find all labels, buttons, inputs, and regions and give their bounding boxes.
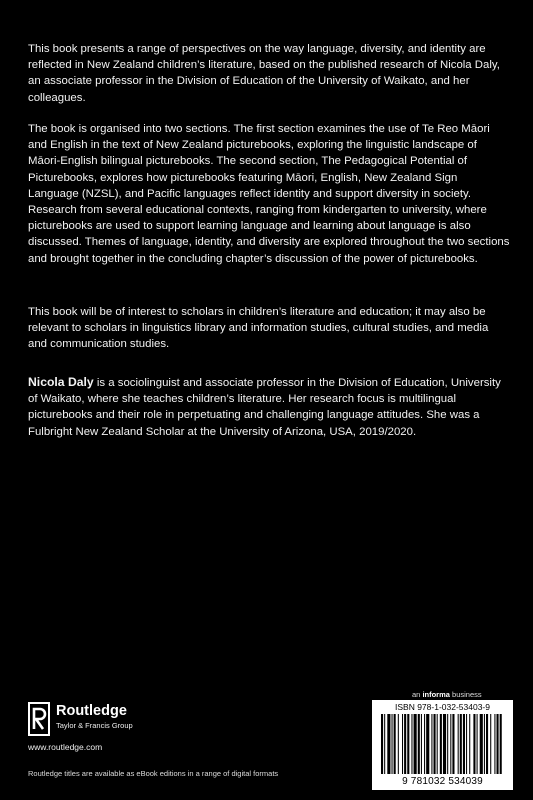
- description-paragraph-2: The book is organised into two sections. The first section examines the use of Te Reo Māori and English in the text of New Zealand picturebooks, exploring the linguistic landscape of Māori-English bilingual picturebooks. The second section, The Pedagogical Potential of Picturebooks, explores how picturebooks featuring Māori, English, New Zealand Sign Language (NZSL), and Pacific languages reflect identity and support diversity in society. Research from several educational contexts, ranging from kindergarten to university, where picturebooks are used to support learning language and learning about language is also discussed. Themes of language, identity, and diversity are explored throughout the two sections and brought together in the concluding chapter’s discussion of the power of picturebooks.: [28, 123, 510, 265]
- publisher-name: Routledge: [56, 703, 127, 719]
- informa-brand: informa: [422, 690, 450, 699]
- isbn-barcode: [372, 700, 513, 790]
- publisher-website[interactable]: www.routledge.com: [28, 742, 103, 752]
- ebook-footnote: Routledge titles are available as eBook editions in a range of digital formats: [28, 769, 279, 778]
- informa-business-tagline: an informa business: [412, 690, 482, 699]
- routledge-r-icon: [28, 702, 50, 736]
- isbn-label: ISBN 978-1-032-53403-9: [395, 702, 490, 712]
- description-paragraph-1: This book presents a range of perspectives on the way language, diversity, and identity are reflected in New Zealand children’s literature, based on the published research of Nicola Daly, an associate professor in the Division of Education of the University of Waikato, and her colleagues.: [28, 43, 500, 104]
- routledge-logo: [28, 702, 188, 742]
- author-name: Nicola Daly: [28, 375, 94, 389]
- publisher-group: Taylor & Francis Group: [56, 721, 133, 730]
- barcode-bars-icon: [379, 714, 506, 774]
- author-bio-text: is a sociolinguist and associate professor in the Division of Education, University of Waikato, where she teaches children’s literature. Her research focus is multilingual picturebooks and their role in perpetuating and challenging language attitudes. She was a Fulbright New Zealand Scholar at the University of Arizona, USA, 2019/2020.: [28, 377, 501, 438]
- barcode-digits: 9 781032 534039: [402, 776, 483, 787]
- author-bio: [28, 374, 510, 440]
- description-paragraph-3: This book will be of interest to scholars in children’s literature and education; it may also be relevant to scholars in linguistics library and information studies, cultural studies, and media and communication studies.: [28, 306, 489, 351]
